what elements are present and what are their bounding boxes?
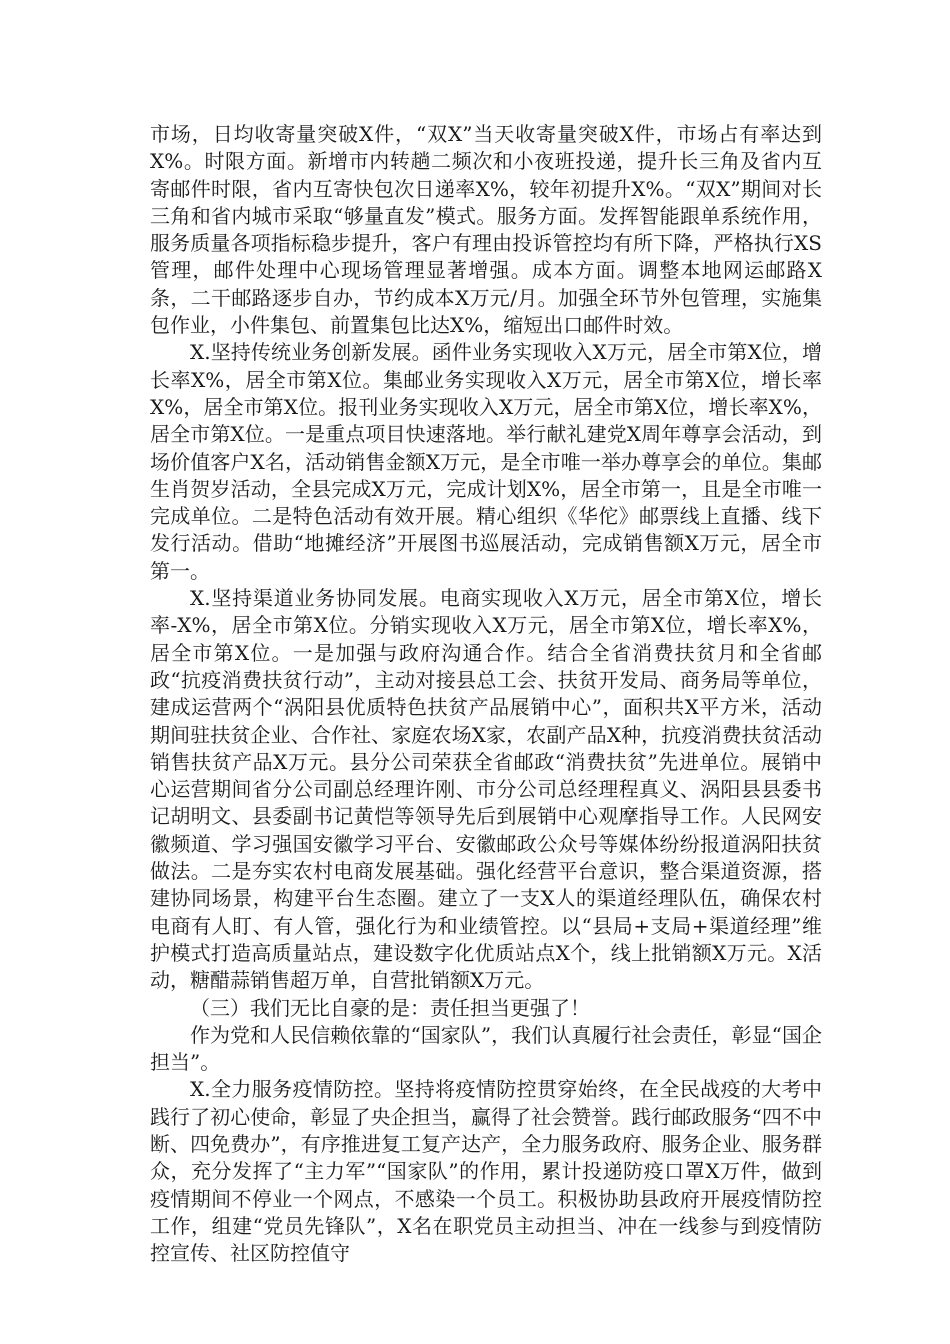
document-body [150,121,822,1267]
paragraph-market-continuation: 市场，日均收寄量突破X件，“双X”当天收寄量突破X件，市场占有率达到X%。时限方面。新增市内转趟二频次和小夜班投递，提升长三角及省内互寄邮件时限，省内互寄快包次日递率X%，较年初提升X%。“双X”期间对长三角和省内城市采取“够量直发”模式。服务方面。发挥智能跟单系统作用，服务质量各项指标稳步提升，客户有理由投诉管控均有所下降，严格执行XS管理，邮件处理中心现场管理显著增强。成本方面。调整本地网运邮路X条，二干邮路逐步自办，节约成本X万元/月。加强全环节外包管理，实施集包作业，小件集包、前置集包比达X%，缩短出口邮件时效。 [150,122,822,338]
paragraph-traditional-business: X.坚持传统业务创新发展。函件业务实现收入X万元，居全市第X位，增长率X%，居全市第X位。集邮业务实现收入X万元，居全市第X位，增长率X%，居全市第X位。报刊业务实现收入X万元，居全市第X位，增长率X%，居全市第X位。一是重点项目快速落地。举行献礼建党X周年尊享会活动，到场价值客户X名，活动销售金额X万元，是全市唯一举办尊享会的单位。集邮生肖贺岁活动，全县完成X万元，完成计划X%，居全市第一，且是全市唯一完成单位。二是特色活动有效开展。精心组织《华佗》邮票线上直播、线下发行活动。借助“地摊经济”开展图书巡展活动，完成销售额X万元，居全市第一。 [150,340,822,583]
paragraph-channel-business: X.坚持渠道业务协同发展。电商实现收入X万元，居全市第X位，增长率-X%，居全市第X位。分销实现收入X万元，居全市第X位，增长率X%，居全市第X位。一是加强与政府沟通合作。结合全省消费扶贫月和全省邮政“抗疫消费扶贫行动”，主动对接县总工会、扶贫开发局、商务局等单位，建成运营两个“涡阳县优质特色扶贫产品展销中心”，面积共X平方米，活动期间驻扶贫企业、合作社、家庭农场X家，农副产品X种，抗疫消费扶贫活动销售扶贫产品X万元。县分公司荣获全省邮政“消费扶贫”先进单位。展销中心运营期间省分公司副总经理许刚、市分公司总经理程真义、涡阳县县委书记胡明文、县委副书记黄恺等领导先后到展销中心观摩指导工作。人民网安徽频道、学习强国安徽学习平台、安徽邮政公众号等媒体纷纷报道涡阳扶贫做法。二是夯实农村电商发展基础。强化经营平台意识，整合渠道资源，搭建协同场景，构建平台生态圈。建立了一支X人的渠道经理队伍，确保农村电商有人盯、有人管，强化行为和业绩管控。以“县局+支局+渠道经理”维护模式打造高质量站点，建设数字化优质站点X个，线上批销额X万元。X活动，糖醋蒜销售超万单，自营批销额X万元。 [150,586,822,993]
section-heading-responsibility: （三）我们无比自豪的是：责任担当更强了！ [190,995,590,1020]
paragraph-epidemic-prevention: X.全力服务疫情防控。坚持将疫情防控贯穿始终，在全民战疫的大考中践行了初心使命，彰显了央企担当，赢得了社会赞誉。践行邮政服务“四不中断、四免费办”，有序推进复工复产达产，全力服务政府、服务企业、服务群众，充分发挥了“主力军”“国家队”的作用，累计投递防疫口罩X万件，做到疫情期间不停业一个网点，不感染一个员工。积极协助县政府开展疫情防控工作，组建“党员先锋队”，X名在职党员主动担当、冲在一线参与到疫情防控宣传、社区防控值守 [150,1077,822,1266]
paragraph-national-team: 作为党和人民信赖依靠的“国家队”，我们认真履行社会责任，彰显“国企担当”。 [150,1022,822,1075]
